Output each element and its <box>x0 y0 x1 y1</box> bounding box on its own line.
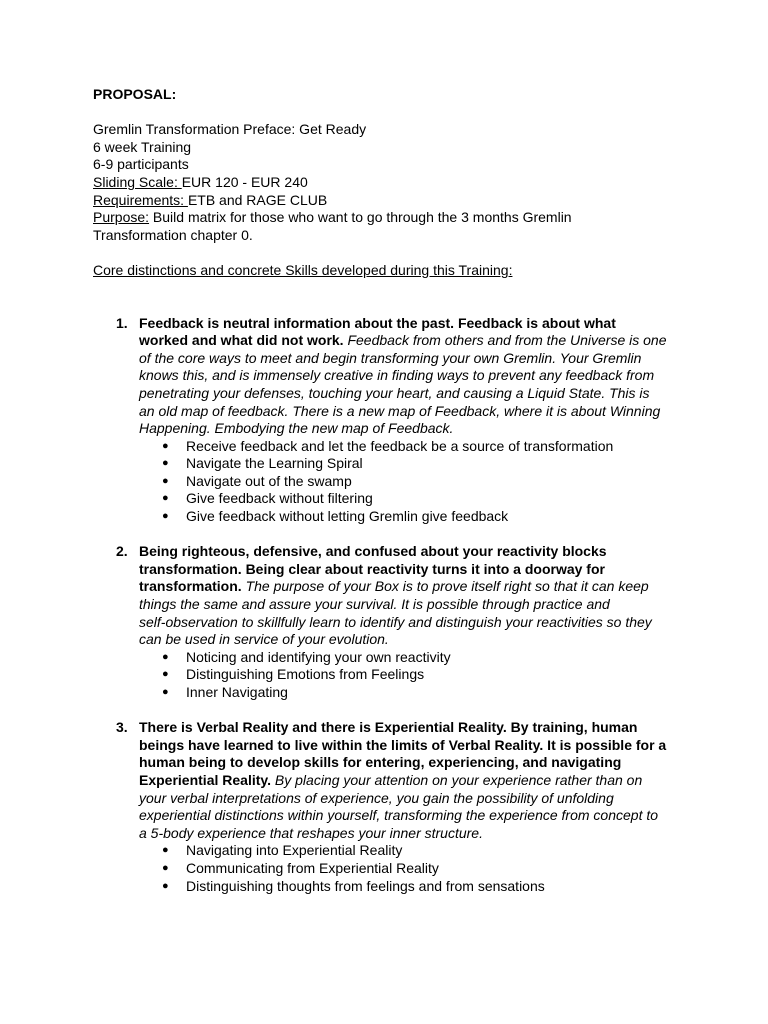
list-item <box>93 543 693 701</box>
text-line <box>139 737 693 755</box>
text-line <box>139 367 693 385</box>
bullet-dot-icon: ● <box>162 650 169 663</box>
list-item-text <box>139 315 693 438</box>
bullet-dot-icon: ● <box>162 510 169 523</box>
skill-bullet-text: Noticing and identifying your own reactivity <box>186 648 451 665</box>
italic-explanation: of the core ways to meet and begin transforming your own Gremlin. Your Gremlin <box>139 349 642 366</box>
text-line <box>139 315 693 333</box>
italic-explanation: The purpose of your Box is to prove itself right so that it can keep <box>241 578 649 595</box>
intro-duration: 6 week Training <box>93 138 192 155</box>
intro-purpose-continued: Transformation chapter 0. <box>93 226 253 243</box>
list-item-text <box>139 719 693 842</box>
text-line <box>139 350 693 368</box>
document-page <box>93 86 693 913</box>
skill-bullet-text: Navigating into Experiential Reality <box>186 842 403 859</box>
sliding-scale-label: Sliding Scale: <box>93 173 182 190</box>
intro-purpose <box>93 209 693 227</box>
text-line <box>139 614 693 632</box>
skill-bullet-text: Receive feedback and let the feedback be a source of transformation <box>186 437 614 454</box>
bold-statement: worked and what did not work. <box>139 332 344 349</box>
italic-explanation: an old map of feedback. There is a new map of Feedback, where it is about Winning <box>139 402 661 419</box>
list-item <box>93 315 693 526</box>
intro-title-line: Gremlin Transformation Preface: Get Ready <box>93 121 367 138</box>
requirements-value: ETB and RAGE CLUB <box>187 191 328 208</box>
core-distinctions-heading: Core distinctions and concrete Skills developed during this Training: <box>93 261 513 278</box>
text-line <box>139 561 693 579</box>
intro-participants: 6-9 participants <box>93 156 189 173</box>
purpose-value: Build matrix for those who want to go through the 3 months Gremlin <box>149 209 572 226</box>
skill-bullet-text: Give feedback without filtering <box>186 490 373 507</box>
skill-bullet <box>139 684 693 702</box>
bullet-dot-icon: ● <box>162 879 169 892</box>
text-line <box>139 719 693 737</box>
text-line <box>139 543 693 561</box>
text-line <box>139 825 693 843</box>
skill-bullet <box>139 666 693 684</box>
bold-statement: transformation. Being clear about reactivity turns it into a doorway for <box>139 560 605 577</box>
skill-bullet <box>139 455 693 473</box>
bullet-dot-icon: ● <box>162 492 169 505</box>
skill-bullet-text: Communicating from Experiential Reality <box>186 859 439 876</box>
italic-explanation: knows this, and is immensely creative in finding ways to prevent any feedback from <box>139 367 655 384</box>
skill-bullet <box>139 508 693 526</box>
skill-bullet-text: Navigate out of the swamp <box>186 472 352 489</box>
skill-bullet-text: Distinguishing thoughts from feelings and from sensations <box>186 877 545 894</box>
text-line <box>139 596 693 614</box>
italic-explanation: self-observation to skillfully learn to identify and distinguish your reactivities so they <box>139 613 652 630</box>
italic-explanation: Happening. Embodying the new map of Feedback. <box>139 420 454 437</box>
text-line <box>139 754 693 772</box>
list-item <box>93 719 693 895</box>
italic-explanation: can be used in service of your evolution. <box>139 631 389 648</box>
skill-bullet-list <box>139 842 693 895</box>
bold-statement: Experiential Reality. <box>139 771 272 788</box>
bullet-dot-icon: ● <box>162 439 169 452</box>
intro-requirements <box>93 192 693 210</box>
bullet-dot-icon: ● <box>162 457 169 470</box>
purpose-label: Purpose: <box>93 209 150 226</box>
italic-explanation: your verbal interpretations of experience, you gain the possibility of unfolding <box>139 789 614 806</box>
text-line <box>139 807 693 825</box>
numbered-list <box>93 315 693 896</box>
skill-bullet-text: Distinguishing Emotions from Feelings <box>186 666 425 683</box>
skill-bullet-text: Give feedback without letting Gremlin give feedback <box>186 508 509 525</box>
spacer <box>93 104 693 122</box>
bullet-dot-icon: ● <box>162 861 169 874</box>
bold-statement: Being righteous, defensive, and confused about your reactivity blocks <box>139 543 607 560</box>
bold-statement: Feedback is neutral information about the past. Feedback is about what <box>139 314 616 331</box>
italic-explanation: penetrating your defenses, touching your heart, and causing a Liquid State. This is <box>139 384 650 401</box>
skill-bullet <box>139 878 693 896</box>
list-item-number: 3. <box>116 719 128 736</box>
list-item-number: 1. <box>116 314 128 331</box>
text-line <box>139 790 693 808</box>
bold-statement: human being to develop skills for entering, experiencing, and navigating <box>139 754 622 771</box>
skill-bullet-list <box>139 438 693 526</box>
italic-explanation: Feedback from others and from the Universe is one <box>343 332 667 349</box>
skill-bullet-text: Inner Navigating <box>186 684 288 700</box>
skill-bullet <box>139 860 693 878</box>
text-line <box>139 578 693 596</box>
bold-statement: There is Verbal Reality and there is Experiential Reality. By training, human <box>139 719 638 736</box>
skill-bullet <box>139 438 693 456</box>
skill-bullet-text: Navigate the Learning Spiral <box>186 455 363 472</box>
skill-bullet <box>139 649 693 667</box>
text-line <box>139 631 693 649</box>
text-line <box>139 420 693 438</box>
list-item-number: 2. <box>116 543 128 560</box>
requirements-label: Requirements: <box>93 191 188 208</box>
skill-bullet-list <box>139 649 693 702</box>
skill-bullet <box>139 473 693 491</box>
skill-bullet <box>139 842 693 860</box>
bullet-dot-icon: ● <box>162 668 169 681</box>
skill-bullet <box>139 490 693 508</box>
text-line <box>139 332 693 350</box>
italic-explanation: a 5-body experience that reshapes your inner structure. <box>139 824 483 841</box>
bold-statement: transformation. <box>139 578 242 595</box>
text-line <box>139 385 693 403</box>
bullet-dot-icon: ● <box>162 844 169 857</box>
proposal-heading: PROPOSAL: <box>93 86 177 102</box>
italic-explanation: By placing your attention on your experience rather than on <box>271 771 643 788</box>
italic-explanation: experiential distinctions within yourself, transforming the experience from concept to <box>139 807 659 824</box>
bullet-dot-icon: ● <box>162 686 169 698</box>
italic-explanation: things the same and assure your survival. It is possible through practice and <box>139 596 610 613</box>
intro-sliding-scale <box>93 174 693 192</box>
list-item-text <box>139 543 693 649</box>
bullet-dot-icon: ● <box>162 474 169 487</box>
text-line <box>139 403 693 421</box>
sliding-scale-value: EUR 120 - EUR 240 <box>181 173 308 190</box>
bold-statement: beings have learned to live within the limits of Verbal Reality. It is possible for a <box>139 736 667 753</box>
text-line <box>139 772 693 790</box>
spacer <box>93 244 693 262</box>
